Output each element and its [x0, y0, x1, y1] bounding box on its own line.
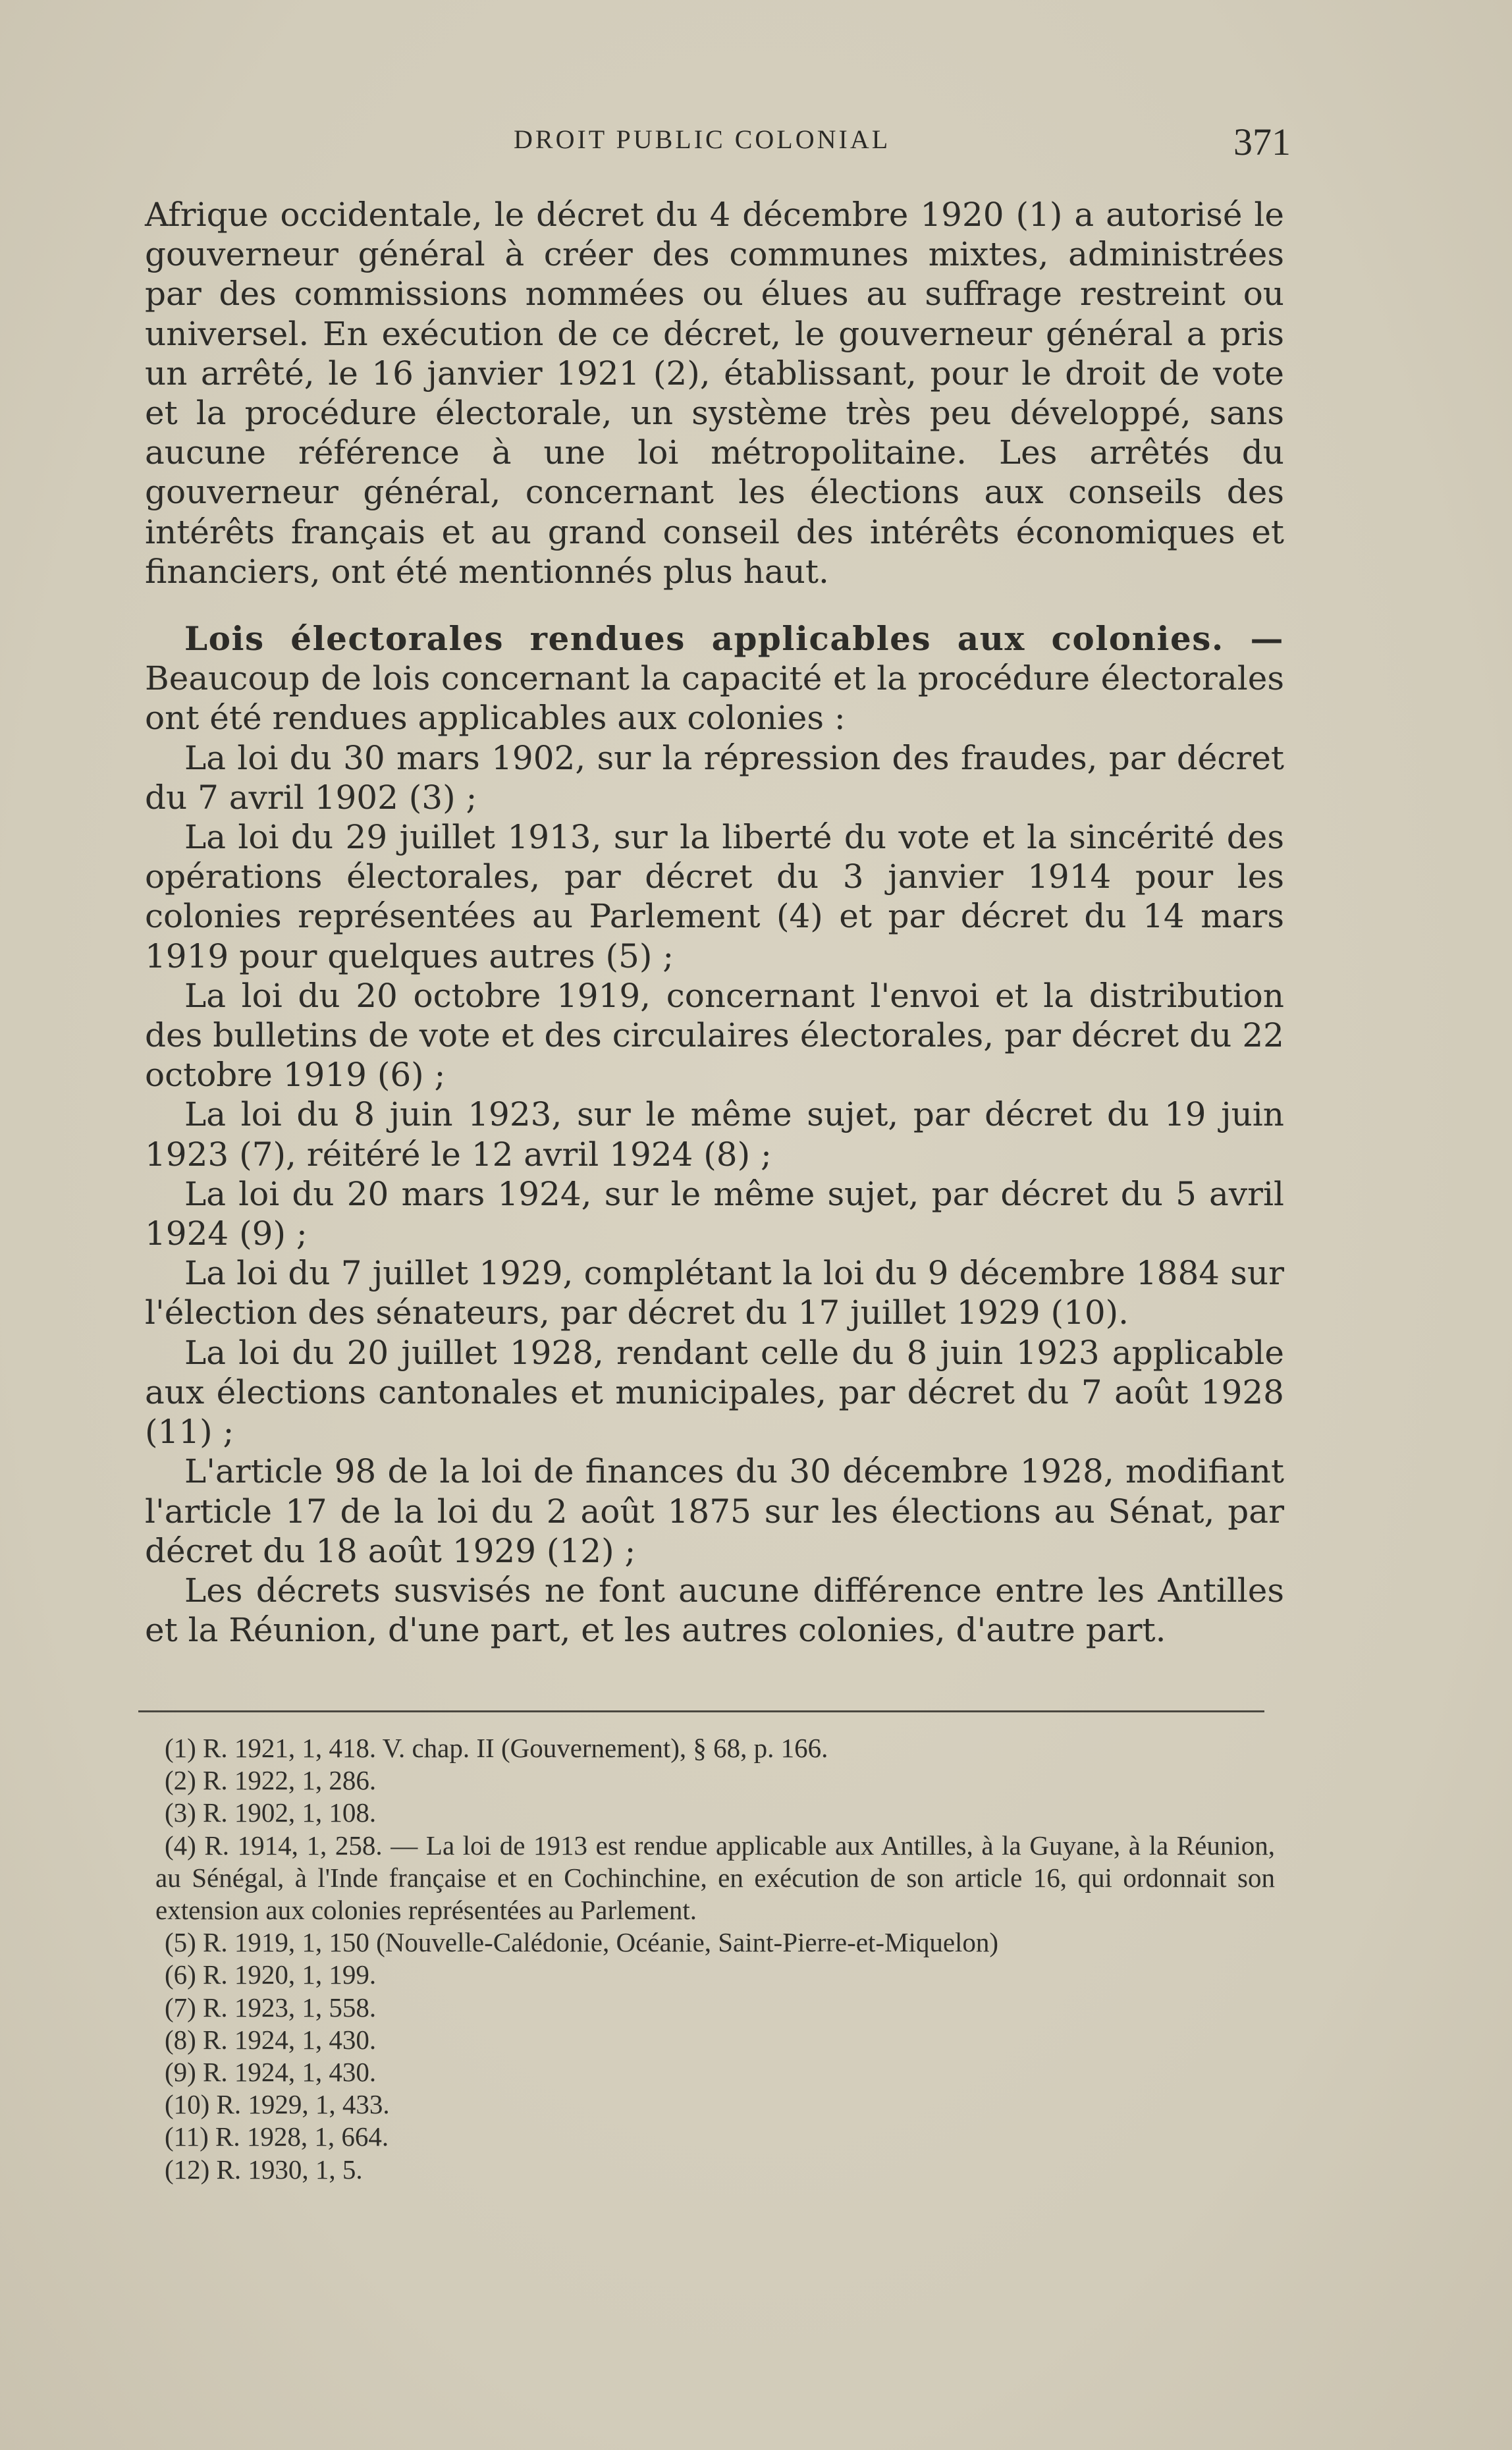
footnote-separator [138, 1710, 1264, 1712]
footnotes [155, 1732, 1275, 2186]
list-item: La loi du 20 octobre 1919, concernant l'envoi et la distribution des bulletins de vote et des circulaires électorales, par décret du 22 octobre 1919 (6) ; [145, 976, 1284, 1095]
list-item: La loi du 29 juillet 1913, sur la liberté du vote et la sincérité des opérations électorales, par décret du 3 janvier 1914 pour les colonies représentées au Parlement (4) et par décret du 14 mars 1919 pour quelques autres (5) ; [145, 818, 1284, 975]
footnote: (7) R. 1923, 1, 558. [165, 1992, 377, 2023]
footnote: (12) R. 1930, 1, 5. [165, 2154, 363, 2185]
section-intro: Beaucoup de lois concernant la capacité et la procédure électorales ont été rendues applicables aux colonies : [145, 659, 1284, 738]
footnote: (3) R. 1902, 1, 108. [165, 1797, 377, 1828]
footnote: (1) R. 1921, 1, 418. V. chap. II (Gouvernement), § 68, p. 166. [165, 1733, 828, 1763]
page-header [145, 121, 1291, 163]
section-paragraph [145, 619, 1284, 738]
footnote: (11) R. 1928, 1, 664. [165, 2121, 389, 2152]
footnote: (10) R. 1929, 1, 433. [165, 2089, 390, 2120]
footnote: (2) R. 1922, 1, 286. [165, 1765, 377, 1796]
footnote: (8) R. 1924, 1, 430. [165, 2024, 377, 2055]
section-spacer [145, 591, 1284, 619]
footnote: (5) R. 1919, 1, 150 (Nouvelle-Calédonie, Océanie, Saint-Pierre-et-Miquelon) [165, 1927, 999, 1958]
running-head: DROIT PUBLIC COLONIAL [514, 124, 891, 154]
footnote: (4) R. 1914, 1, 258. — La loi de 1913 est rendue applicable aux Antilles, à la Guyane, à la Réunion, au Sénégal, à l'Inde française et en Cochinchine, en exécution de son article 16, qui ordonnait son extension aux colonies représentées au Parlement. [155, 1830, 1275, 1926]
main-text [145, 195, 1284, 1650]
footnote: (9) R. 1924, 1, 430. [165, 2057, 377, 2088]
list-item: La loi du 8 juin 1923, sur le même sujet, par décret du 19 juin 1923 (7), réitéré le 12 avril 1924 (8) ; [145, 1095, 1284, 1174]
section-heading: Lois électorales rendues applicables aux colonies. — [184, 619, 1284, 659]
list-item: La loi du 7 juillet 1929, complétant la loi du 9 décembre 1884 sur l'élection des sénateurs, par décret du 17 juillet 1929 (10). [145, 1254, 1284, 1332]
list-item: La loi du 30 mars 1902, sur la répression des fraudes, par décret du 7 avril 1902 (3) ; [145, 738, 1284, 817]
list-item: Les décrets susvisés ne font aucune différence entre les Antilles et la Réunion, d'une part, et les autres colonies, d'autre part. [145, 1571, 1284, 1650]
intro-paragraph: Afrique occidentale, le décret du 4 décembre 1920 (1) a autorisé le gouverneur général à créer des communes mixtes, administrées par des commissions nommées ou élues au suffrage restreint ou universel. En exécution de ce décret, le gouverneur général a pris un arrêté, le 16 janvier 1921 (2), établissant, pour le droit de vote et la procédure électorale, un système très peu développé, sans aucune référence à une loi métropolitaine. Les arrêtés du gouverneur général, concernant les élections aux conseils des intérêts français et au grand conseil des intérêts économiques et financiers, ont été mentionnés plus haut. [145, 196, 1284, 591]
list-item: La loi du 20 mars 1924, sur le même sujet, par décret du 5 avril 1924 (9) ; [145, 1174, 1284, 1253]
list-item: L'article 98 de la loi de finances du 30 décembre 1928, modifiant l'article 17 de la loi du 2 août 1875 sur les élections au Sénat, par décret du 18 août 1929 (12) ; [145, 1452, 1284, 1570]
list-item: La loi du 20 juillet 1928, rendant celle du 8 juin 1923 applicable aux élections cantonales et municipales, par décret du 7 août 1928 (11) ; [145, 1333, 1284, 1452]
footnote: (6) R. 1920, 1, 199. [165, 1959, 377, 1990]
page-number: 371 [1233, 121, 1291, 163]
